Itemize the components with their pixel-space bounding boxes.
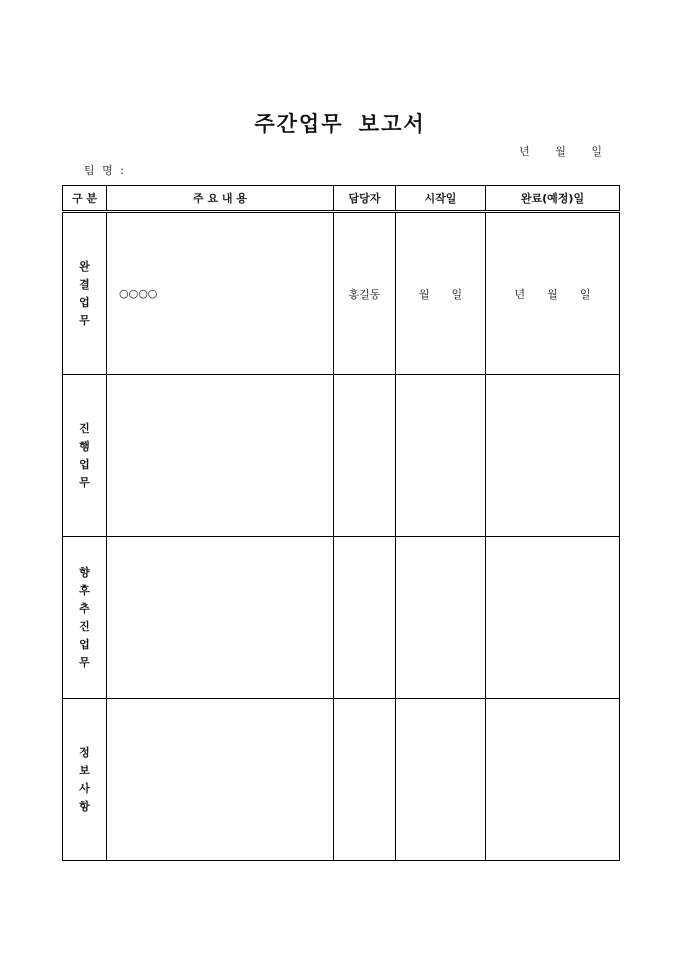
team-name-label: 팀 명 :: [84, 164, 126, 177]
owner-cell[interactable]: [334, 375, 396, 537]
header-start-date: 시작일: [396, 186, 486, 212]
table-row-planned: [63, 537, 620, 699]
category-planned: 향 후 추 진 업 무: [63, 537, 107, 699]
document-title: 주간업무 보고서: [254, 112, 426, 136]
content-cell[interactable]: [107, 537, 334, 699]
header-complete-date: 완료(예정)일: [486, 186, 620, 212]
complete-date-cell[interactable]: 년 월 일: [486, 212, 620, 375]
content-cell[interactable]: ○○○○: [107, 212, 334, 375]
header-category: 구 분: [63, 186, 107, 212]
start-date-cell[interactable]: [396, 699, 486, 861]
content-cell[interactable]: [107, 699, 334, 861]
date-day-label: 일: [591, 145, 602, 158]
table-row-information: [63, 699, 620, 861]
table-row-completed: [63, 212, 620, 375]
start-date-cell[interactable]: 월 일: [396, 212, 486, 375]
category-completed: 완 결 업 무: [63, 212, 107, 375]
table-row-in-progress: [63, 375, 620, 537]
report-date: [497, 143, 602, 159]
category-information: 정 보 사 항: [63, 699, 107, 861]
category-in-progress: 진 행 업 무: [63, 375, 107, 537]
complete-date-cell[interactable]: [486, 537, 620, 699]
header-content: 주 요 내 용: [107, 186, 334, 212]
weekly-report-table: [62, 185, 620, 861]
header-owner: 담당자: [334, 186, 396, 212]
complete-date-cell[interactable]: [486, 375, 620, 537]
table-header-row: [63, 186, 620, 212]
start-date-cell[interactable]: [396, 537, 486, 699]
complete-date-cell[interactable]: [486, 699, 620, 861]
owner-cell[interactable]: [334, 699, 396, 861]
date-year-label: 년: [519, 145, 530, 158]
start-date-cell[interactable]: [396, 375, 486, 537]
content-cell[interactable]: [107, 375, 334, 537]
date-month-label: 월: [555, 145, 566, 158]
owner-cell[interactable]: 홍길동: [334, 212, 396, 375]
owner-cell[interactable]: [334, 537, 396, 699]
